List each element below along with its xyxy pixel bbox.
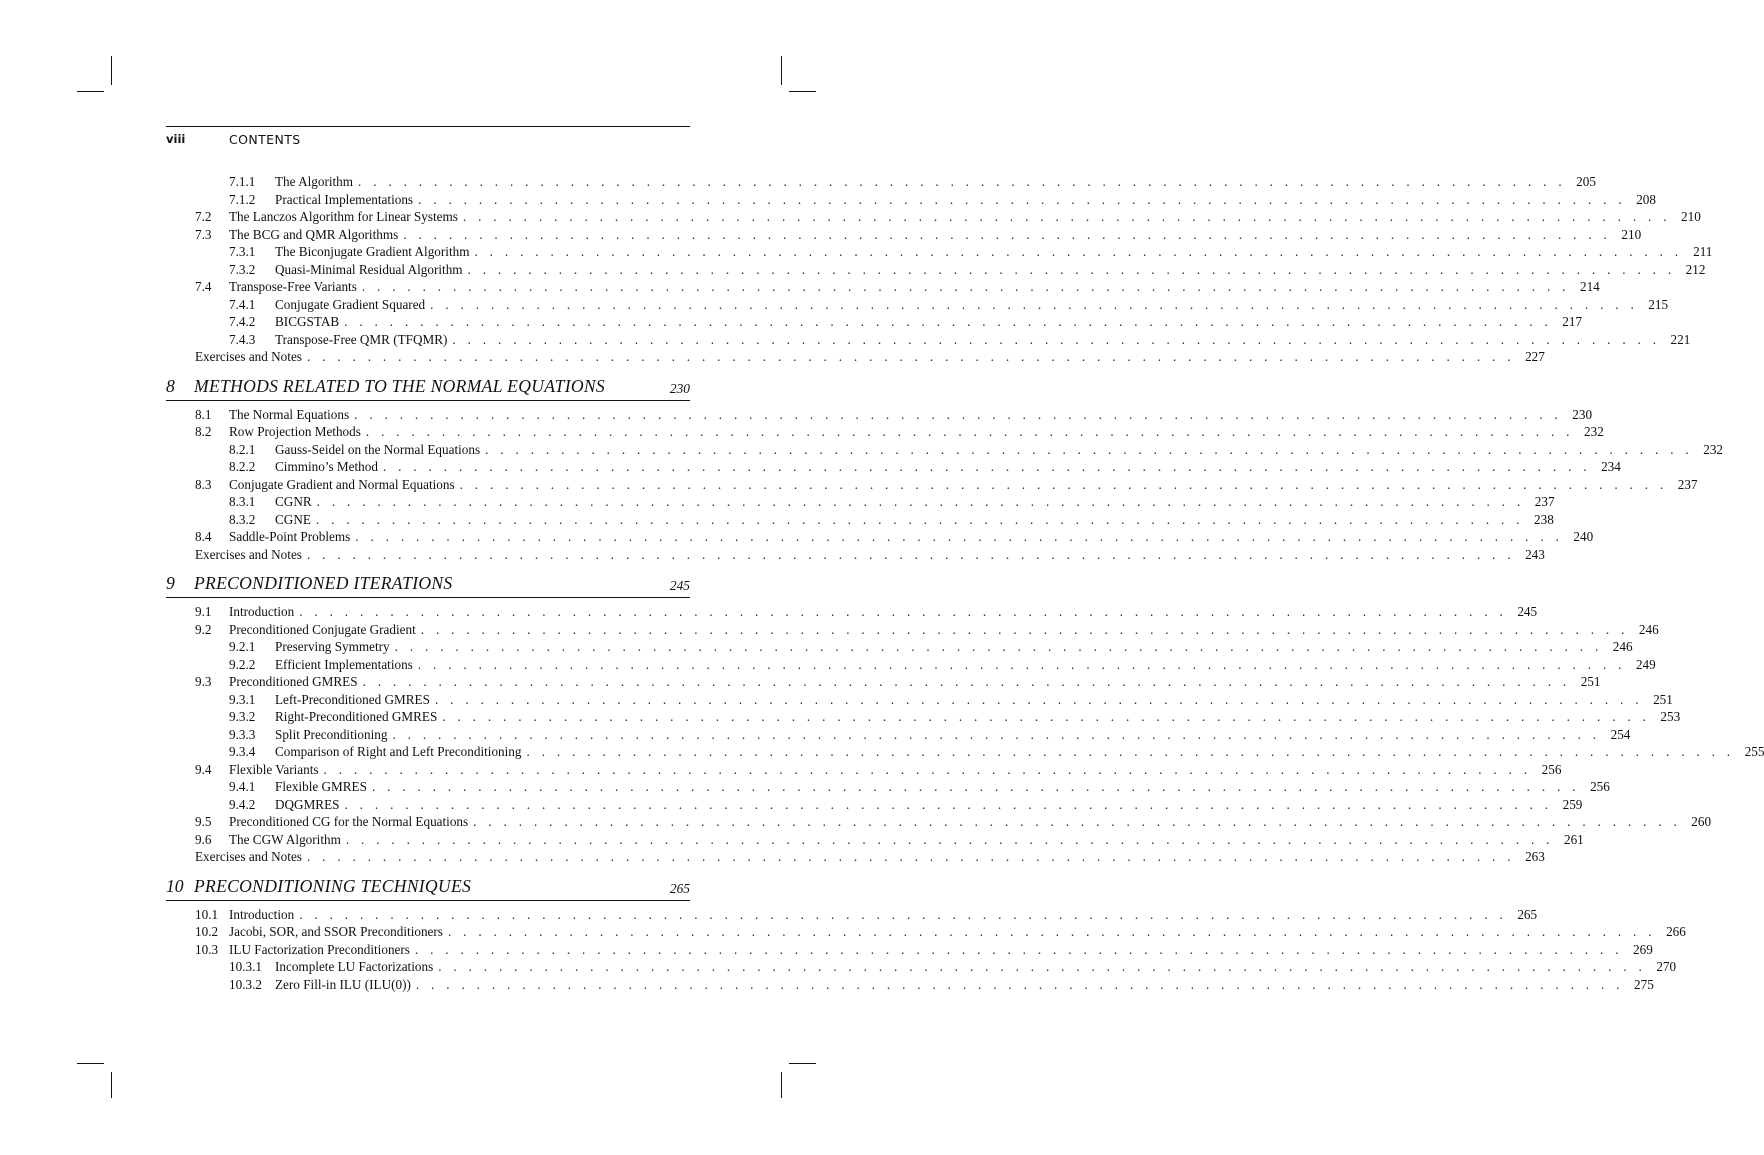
dot-leader: . . . . . . . . . . . . . . . . . . . . . . . . . . . . . . . . . . . . . . . . . . . . . . . . . . . . . . . . . . . . . . . . . . . . . . . . . . . . . . . . [382, 459, 1591, 474]
toc-subsection-entry[interactable] [166, 243, 1713, 261]
entry-page-number: 261 [1563, 831, 1584, 847]
toc-subsection-entry[interactable] [166, 191, 1656, 209]
toc-section-entry[interactable] [166, 761, 1562, 779]
chapter-number: 8 [166, 375, 175, 396]
entry-title: Row Projection Methods [229, 424, 361, 439]
entry-title: Preconditioned Conjugate Gradient [229, 621, 416, 637]
entry-number: 10.3.1 [229, 959, 262, 974]
entry-page-number: 256 [1590, 779, 1610, 794]
entry-page-number: 234 [1601, 459, 1621, 474]
dot-leader: . . . . . . . . . . . . . . . . . . . . . . . . . . . . . . . . . . . . . . . . . . . . . . . . . . . . . . . . . . . . . . . . . . . . . . . . . . . . . . . . [394, 639, 1603, 654]
toc-subsection-entry[interactable] [166, 493, 1555, 511]
entry-page-number: 245 [1517, 604, 1538, 619]
toc-subsection-entry[interactable] [166, 778, 1610, 796]
entry-number: 7.3.2 [229, 261, 256, 277]
entry-page-number: 251 [1653, 691, 1673, 707]
crop-mark [77, 91, 104, 92]
toc-section-entry[interactable] [166, 423, 1604, 441]
dot-leader: . . . . . . . . . . . . . . . . . . . . . . . . . . . . . . . . . . . . . . . . . . . . . . . . . . . . . . . . . . . . . . . . . . . . . . . . . . . . . . . . [354, 406, 1563, 422]
entry-title: Practical Implementations [275, 191, 414, 207]
toc-exercises-entry[interactable] [166, 348, 1545, 366]
entry-number: 7.4.1 [229, 296, 256, 312]
entry-page-number: 265 [1517, 906, 1538, 922]
dot-leader: . . . . . . . . . . . . . . . . . . . . . . . . . . . . . . . . . . . . . . . . . . . . . . . . . . . . . . . . . . . . . . . . . . . . . . . . . . . . . . . . [459, 476, 1668, 492]
dot-leader: . . . . . . . . . . . . . . . . . . . . . . . . . . . . . . . . . . . . . . . . . . . . . . . . . . . . . . . . . . . . . . . . . . . . . . . . . . . . . . . . [344, 314, 1553, 329]
entry-title: Incomplete LU Factorizations [275, 959, 434, 974]
entry-title: Gauss-Seidel on the Normal Equations [275, 441, 481, 457]
entry-page-number: 215 [1648, 296, 1669, 312]
page-header [166, 131, 690, 149]
toc-subsection-entry[interactable] [166, 796, 1583, 814]
entry-page-number: 260 [1691, 814, 1712, 829]
entry-title: Saddle-Point Problems [229, 529, 351, 544]
entry-title: Exercises and Notes [195, 849, 302, 864]
entry-page-number: 232 [1703, 441, 1724, 457]
chapter-number: 10 [166, 875, 184, 896]
dot-leader: . . . . . . . . . . . . . . . . . . . . . . . . . . . . . . . . . . . . . . . . . . . . . . . . . . . . . . . . . . . . . . . . . . . . . . . . . . . . . . . . [306, 349, 1515, 364]
entry-number: 9.3.4 [229, 744, 256, 759]
entry-title: CGNR [275, 494, 312, 509]
entry-number: 7.1.2 [229, 191, 256, 207]
toc-subsection-entry[interactable] [166, 511, 1554, 529]
entry-page-number: 230 [1572, 406, 1593, 422]
chapter-page-number: 245 [669, 578, 690, 593]
entry-number: 9.4 [195, 761, 212, 777]
entry-page-number: 246 [1612, 639, 1633, 654]
toc-section-entry[interactable] [166, 941, 1653, 959]
entry-title: CGNE [275, 511, 311, 527]
toc-section-entry[interactable] [166, 923, 1686, 941]
entry-page-number: 266 [1666, 924, 1686, 939]
entry-title: Introduction [229, 906, 295, 922]
entry-title: Comparison of Right and Left Preconditioning [275, 744, 522, 759]
dot-leader: . . . . . . . . . . . . . . . . . . . . . . . . . . . . . . . . . . . . . . . . . . . . . . . . . . . . . . . . . . . . . . . . . . . . . . . . . . . . . . . . [430, 296, 1639, 312]
toc-subsection-entry[interactable] [166, 173, 1596, 191]
entry-title: Preconditioned CG for the Normal Equations [229, 814, 469, 829]
entry-page-number: 211 [1693, 244, 1713, 259]
dot-leader: . . . . . . . . . . . . . . . . . . . . . . . . . . . . . . . . . . . . . . . . . . . . . . . . . . . . . . . . . . . . . . . . . . . . . . . . . . . . . . . . [418, 191, 1626, 207]
entry-title: ILU Factorization Preconditioners [229, 941, 410, 957]
entry-page-number: 243 [1525, 546, 1545, 562]
chapter-heading [166, 375, 690, 401]
entry-page-number: 217 [1562, 314, 1583, 329]
toc-subsection-entry[interactable] [166, 726, 1631, 744]
toc-exercises-entry[interactable] [166, 546, 1545, 564]
dot-leader: . . . . . . . . . . . . . . . . . . . . . . . . . . . . . . . . . . . . . . . . . . . . . . . . . . . . . . . . . . . . . . . . . . . . . . . . . . . . . . . . [316, 494, 1525, 509]
entry-page-number: 251 [1580, 674, 1601, 689]
entry-title: Preserving Symmetry [275, 639, 390, 654]
toc-subsection-entry[interactable] [166, 458, 1621, 476]
dot-leader: . . . . . . . . . . . . . . . . . . . . . . . . . . . . . . . . . . . . . . . . . . . . . . . . . . . . . . . . . . . . . . . . . . . . . . . . . . . . . . . . [438, 959, 1647, 974]
toc-subsection-entry[interactable] [166, 656, 1656, 674]
dot-leader: . . . . . . . . . . . . . . . . . . . . . . . . . . . . . . . . . . . . . . . . . . . . . . . . . . . . . . . . . . . . . . . . . . . . . . . . . . . . . . . . [306, 546, 1515, 562]
chapter-title: PRECONDITIONED ITERATIONS [194, 573, 453, 593]
entry-number: 7.3.1 [229, 244, 256, 259]
entry-title: Split Preconditioning [275, 726, 388, 742]
entry-page-number: 227 [1525, 349, 1545, 364]
dot-leader: . . . . . . . . . . . . . . . . . . . . . . . . . . . . . . . . . . . . . . . . . . . . . . . . . . . . . . . . . . . . . . . . . . . . . . . . . . . . . . . . [415, 976, 1624, 992]
dot-leader: . . . . . . . . . . . . . . . . . . . . . . . . . . . . . . . . . . . . . . . . . . . . . . . . . . . . . . . . . . . . . . . . . . . . . . . . . . . . . . . . [392, 726, 1601, 742]
chapter-title: PRECONDITIONING TECHNIQUES [194, 875, 472, 896]
dot-leader: . . . . . . . . . . . . . . . . . . . . . . . . . . . . . . . . . . . . . . . . . . . . . . . . . . . . . . . . . . . . . . . . . . . . . . . . . . . . . . . . [361, 279, 1570, 294]
entry-number: 7.3 [195, 226, 212, 242]
dot-leader: . . . . . . . . . . . . . . . . . . . . . . . . . . . . . . . . . . . . . . . . . . . . . . . . . . . . . . . . . . . . . . . . . . . . . . . . . . . . . . . . [345, 831, 1554, 847]
entry-number: 9.3 [195, 674, 212, 689]
toc-subsection-entry[interactable] [166, 638, 1633, 656]
entry-number: 8.3.2 [229, 511, 256, 527]
dot-leader: . . . . . . . . . . . . . . . . . . . . . . . . . . . . . . . . . . . . . . . . . . . . . . . . . . . . . . . . . . . . . . . . . . . . . . . . . . . . . . . . [299, 604, 1508, 619]
entry-title: Right-Preconditioned GMRES [275, 709, 438, 724]
entry-page-number: 221 [1670, 331, 1691, 347]
toc-section-entry[interactable] [166, 813, 1712, 831]
chapter-page-number: 230 [669, 380, 690, 396]
entry-page-number: 210 [1621, 226, 1642, 242]
dot-leader: . . . . . . . . . . . . . . . . . . . . . . . . . . . . . . . . . . . . . . . . . . . . . . . . . . . . . . . . . . . . . . . . . . . . . . . . . . . . . . . . [414, 941, 1623, 957]
chapter-page-number: 265 [669, 880, 690, 896]
entry-title: Conjugate Gradient Squared [275, 296, 426, 312]
entry-title: Zero Fill-in ILU (ILU(0)) [275, 976, 411, 992]
crop-mark [789, 1063, 816, 1064]
toc-section-entry[interactable] [166, 406, 1593, 424]
crop-mark [781, 56, 782, 85]
entry-title: The BCG and QMR Algorithms [229, 226, 399, 242]
entry-title: Preconditioned GMRES [229, 674, 358, 689]
crop-mark [111, 56, 112, 85]
entry-number: 9.1 [195, 604, 212, 619]
entry-title: The Normal Equations [229, 406, 350, 422]
dot-leader: . . . . . . . . . . . . . . . . . . . . . . . . . . . . . . . . . . . . . . . . . . . . . . . . . . . . . . . . . . . . . . . . . . . . . . . . . . . . . . . . [306, 849, 1515, 864]
entry-title: Flexible Variants [229, 761, 319, 777]
toc-subsection-entry[interactable] [166, 708, 1681, 726]
entry-page-number: 238 [1534, 511, 1554, 527]
dot-leader: . . . . . . . . . . . . . . . . . . . . . . . . . . . . . . . . . . . . . . . . . . . . . . . . . . . . . . . . . . . . . . . . . . . . . . . . . . . . . . . . [420, 621, 1629, 637]
entry-page-number: 240 [1573, 529, 1594, 544]
dot-leader: . . . . . . . . . . . . . . . . . . . . . . . . . . . . . . . . . . . . . . . . . . . . . . . . . . . . . . . . . . . . . . . . . . . . . . . . . . . . . . . . [447, 924, 1656, 939]
entry-page-number: 249 [1635, 656, 1656, 672]
dot-leader: . . . . . . . . . . . . . . . . . . . . . . . . . . . . . . . . . . . . . . . . . . . . . . . . . . . . . . . . . . . . . . . . . . . . . . . . . . . . . . . . [403, 226, 1612, 242]
dot-leader: . . . . . . . . . . . . . . . . . . . . . . . . . . . . . . . . . . . . . . . . . . . . . . . . . . . . . . . . . . . . . . . . . . . . . . . . . . . . . . . . [344, 796, 1553, 812]
entry-number: 10.3 [195, 941, 219, 957]
toc-section-entry[interactable] [166, 476, 1698, 494]
toc-exercises-entry[interactable] [166, 848, 1545, 866]
toc-subsection-entry[interactable] [166, 958, 1677, 976]
entry-number: 8.3.1 [229, 494, 256, 509]
entry-page-number: 259 [1562, 796, 1583, 812]
entry-page-number: 210 [1681, 209, 1701, 224]
entry-page-number: 208 [1636, 191, 1656, 207]
entry-title: The Biconjugate Gradient Algorithm [275, 244, 470, 259]
toc-section-entry[interactable] [166, 673, 1601, 691]
toc-subsection-entry[interactable] [166, 313, 1583, 331]
toc-subsection-entry[interactable] [166, 441, 1724, 459]
dot-leader: . . . . . . . . . . . . . . . . . . . . . . . . . . . . . . . . . . . . . . . . . . . . . . . . . . . . . . . . . . . . . . . . . . . . . . . . . . . . . . . . [362, 674, 1571, 689]
toc-subsection-entry[interactable] [166, 261, 1706, 279]
entry-page-number: 255 [1744, 744, 1764, 759]
entry-title: Cimmino’s Method [275, 459, 378, 474]
entry-title: Left-Preconditioned GMRES [275, 691, 430, 707]
entry-number: 9.4.2 [229, 796, 256, 812]
entry-number: 8.2.1 [229, 441, 256, 457]
toc-subsection-entry[interactable] [166, 976, 1654, 994]
dot-leader: . . . . . . . . . . . . . . . . . . . . . . . . . . . . . . . . . . . . . . . . . . . . . . . . . . . . . . . . . . . . . . . . . . . . . . . . . . . . . . . . [365, 424, 1574, 439]
dot-leader: . . . . . . . . . . . . . . . . . . . . . . . . . . . . . . . . . . . . . . . . . . . . . . . . . . . . . . . . . . . . . . . . . . . . . . . . . . . . . . . . [355, 529, 1564, 544]
dot-leader: . . . . . . . . . . . . . . . . . . . . . . . . . . . . . . . . . . . . . . . . . . . . . . . . . . . . . . . . . . . . . . . . . . . . . . . . . . . . . . . . [485, 441, 1694, 457]
dot-leader: . . . . . . . . . . . . . . . . . . . . . . . . . . . . . . . . . . . . . . . . . . . . . . . . . . . . . . . . . . . . . . . . . . . . . . . . . . . . . . . . [474, 244, 1683, 259]
entry-number: 9.2.1 [229, 639, 256, 654]
dot-leader: . . . . . . . . . . . . . . . . . . . . . . . . . . . . . . . . . . . . . . . . . . . . . . . . . . . . . . . . . . . . . . . . . . . . . . . . . . . . . . . . [417, 656, 1626, 672]
dot-leader: . . . . . . . . . . . . . . . . . . . . . . . . . . . . . . . . . . . . . . . . . . . . . . . . . . . . . . . . . . . . . . . . . . . . . . . . . . . . . . . . [323, 761, 1532, 777]
dot-leader: . . . . . . . . . . . . . . . . . . . . . . . . . . . . . . . . . . . . . . . . . . . . . . . . . . . . . . . . . . . . . . . . . . . . . . . . . . . . . . . . [434, 691, 1643, 707]
entry-number: 7.4.2 [229, 314, 256, 329]
entry-title: BICGSTAB [275, 314, 340, 329]
toc-subsection-entry[interactable] [166, 331, 1691, 349]
running-head: CONTENTS [229, 132, 301, 147]
chapter-heading [166, 572, 690, 598]
chapter-heading [166, 875, 690, 901]
toc-subsection-entry[interactable] [166, 691, 1673, 709]
entry-number: 9.3.3 [229, 726, 256, 742]
entry-number: 10.2 [195, 924, 219, 939]
entry-number: 8.4 [195, 529, 212, 544]
toc-section-entry[interactable] [166, 603, 1538, 621]
crop-mark [111, 1072, 112, 1098]
toc-section-entry[interactable] [166, 528, 1594, 546]
entry-page-number: 270 [1656, 959, 1677, 974]
entry-title: Conjugate Gradient and Normal Equations [229, 476, 455, 492]
entry-page-number: 232 [1584, 424, 1604, 439]
entry-title: Exercises and Notes [195, 546, 302, 562]
dot-leader: . . . . . . . . . . . . . . . . . . . . . . . . . . . . . . . . . . . . . . . . . . . . . . . . . . . . . . . . . . . . . . . . . . . . . . . . . . . . . . . . [473, 814, 1682, 829]
entry-page-number: 237 [1677, 476, 1698, 492]
entry-number: 10.3.2 [229, 976, 262, 992]
entry-page-number: 205 [1576, 174, 1596, 189]
entry-number: 9.3.1 [229, 691, 256, 707]
dot-leader: . . . . . . . . . . . . . . . . . . . . . . . . . . . . . . . . . . . . . . . . . . . . . . . . . . . . . . . . . . . . . . . . . . . . . . . . . . . . . . . . [462, 209, 1671, 224]
toc-section-entry[interactable] [166, 208, 1701, 226]
entry-number: 9.2.2 [229, 656, 256, 672]
entry-number: 9.5 [195, 814, 212, 829]
entry-number: 9.2 [195, 621, 212, 637]
entry-title: Introduction [229, 604, 295, 619]
toc-subsection-entry[interactable] [166, 743, 1764, 761]
dot-leader: . . . . . . . . . . . . . . . . . . . . . . . . . . . . . . . . . . . . . . . . . . . . . . . . . . . . . . . . . . . . . . . . . . . . . . . . . . . . . . . . [526, 744, 1735, 759]
toc-subsection-entry[interactable] [166, 296, 1669, 314]
entry-page-number: 214 [1579, 279, 1600, 294]
entry-title: Transpose-Free Variants [229, 279, 357, 294]
dot-leader: . . . . . . . . . . . . . . . . . . . . . . . . . . . . . . . . . . . . . . . . . . . . . . . . . . . . . . . . . . . . . . . . . . . . . . . . . . . . . . . . [315, 511, 1524, 527]
entry-page-number: 256 [1541, 761, 1562, 777]
entry-number: 8.2.2 [229, 459, 256, 474]
dot-leader: . . . . . . . . . . . . . . . . . . . . . . . . . . . . . . . . . . . . . . . . . . . . . . . . . . . . . . . . . . . . . . . . . . . . . . . . . . . . . . . . [299, 906, 1508, 922]
entry-title: Exercises and Notes [195, 349, 302, 364]
entry-title: Quasi-Minimal Residual Algorithm [275, 261, 463, 277]
toc-section-entry[interactable] [166, 226, 1642, 244]
entry-number: 8.3 [195, 476, 212, 492]
entry-page-number: 263 [1525, 849, 1545, 864]
entry-number: 10.1 [195, 906, 219, 922]
crop-mark [781, 1072, 782, 1098]
dot-leader: . . . . . . . . . . . . . . . . . . . . . . . . . . . . . . . . . . . . . . . . . . . . . . . . . . . . . . . . . . . . . . . . . . . . . . . . . . . . . . . . [358, 174, 1566, 189]
entry-page-number: 237 [1534, 494, 1555, 509]
entry-title: Efficient Implementations [275, 656, 413, 672]
entry-number: 8.1 [195, 406, 212, 422]
entry-number: 7.2 [195, 209, 212, 224]
toc-section-entry[interactable] [166, 621, 1659, 639]
dot-leader: . . . . . . . . . . . . . . . . . . . . . . . . . . . . . . . . . . . . . . . . . . . . . . . . . . . . . . . . . . . . . . . . . . . . . . . . . . . . . . . . [371, 779, 1580, 794]
entry-number: 7.1.1 [229, 174, 256, 189]
chapter-title: METHODS RELATED TO THE NORMAL EQUATIONS [194, 375, 606, 396]
entry-title: The CGW Algorithm [229, 831, 341, 847]
entry-page-number: 275 [1634, 976, 1654, 992]
dot-leader: . . . . . . . . . . . . . . . . . . . . . . . . . . . . . . . . . . . . . . . . . . . . . . . . . . . . . . . . . . . . . . . . . . . . . . . . . . . . . . . . [452, 331, 1661, 347]
entry-page-number: 253 [1660, 709, 1681, 724]
entry-title: Transpose-Free QMR (TFQMR) [275, 331, 448, 347]
dot-leader: . . . . . . . . . . . . . . . . . . . . . . . . . . . . . . . . . . . . . . . . . . . . . . . . . . . . . . . . . . . . . . . . . . . . . . . . . . . . . . . . [442, 709, 1651, 724]
entry-number: 9.3.2 [229, 709, 256, 724]
dot-leader: . . . . . . . . . . . . . . . . . . . . . . . . . . . . . . . . . . . . . . . . . . . . . . . . . . . . . . . . . . . . . . . . . . . . . . . . . . . . . . . . [467, 261, 1676, 277]
header-rule [166, 126, 690, 127]
toc-section-entry[interactable] [166, 831, 1584, 849]
table-of-contents [166, 173, 1764, 993]
chapter-number: 9 [166, 573, 175, 593]
entry-title: Flexible GMRES [275, 779, 367, 794]
crop-mark [77, 1063, 104, 1064]
entry-page-number: 246 [1638, 621, 1659, 637]
entry-page-number: 212 [1685, 261, 1706, 277]
entry-number: 9.4.1 [229, 779, 256, 794]
entry-page-number: 254 [1610, 726, 1631, 742]
toc-section-entry[interactable] [166, 906, 1538, 924]
crop-mark [789, 91, 816, 92]
entry-title: Jacobi, SOR, and SSOR Preconditioners [229, 924, 443, 939]
entry-number: 9.6 [195, 831, 212, 847]
entry-number: 8.2 [195, 424, 212, 439]
entry-number: 7.4 [195, 279, 212, 294]
entry-title: DQGMRES [275, 796, 340, 812]
entry-page-number: 269 [1633, 941, 1653, 957]
entry-number: 7.4.3 [229, 331, 256, 347]
page-number: viii [166, 132, 186, 146]
entry-title: The Lanczos Algorithm for Linear Systems [229, 209, 458, 224]
entry-title: The Algorithm [275, 174, 354, 189]
toc-section-entry[interactable] [166, 278, 1600, 296]
